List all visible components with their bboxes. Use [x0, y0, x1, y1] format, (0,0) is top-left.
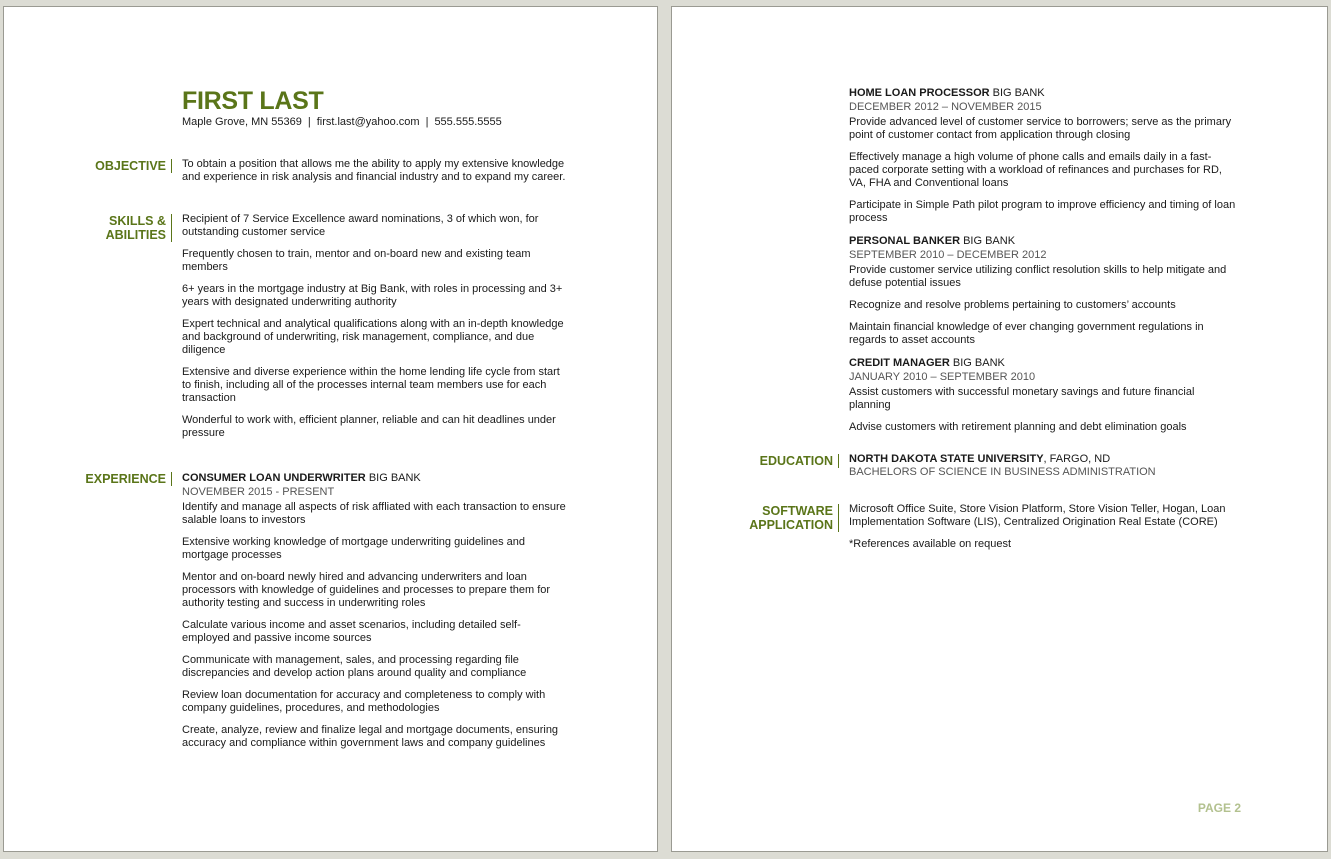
job-header [849, 86, 1239, 100]
skill-item: Wonderful to work with, efficient planner, reliable and can hit deadlines under pressure [182, 414, 556, 439]
job-dates: JANUARY 2010 – SEPTEMBER 2010 [849, 371, 1036, 383]
job-entry [849, 356, 1239, 434]
job-bullet: Provide customer service utilizing conflict resolution skills to help mitigate and defuse potential issues [849, 264, 1227, 289]
job-dates: DECEMBER 2012 – NOVEMBER 2015 [849, 101, 1042, 113]
skills-heading-line1: SKILLS & [109, 214, 166, 228]
software-heading-line2: APPLICATION [749, 518, 833, 532]
page-number: PAGE 2 [1197, 801, 1241, 815]
software-text: Microsoft Office Suite, Store Vision Platform, Store Vision Teller, Hogan, Loan Implementation Software (LIS), Centralized Origination Real Estate (CORE) [849, 503, 1226, 528]
skills-heading-line2: ABILITIES [105, 228, 166, 242]
job-header [182, 471, 567, 485]
job-company: BIG BANK [368, 472, 421, 484]
objective-heading [95, 159, 172, 173]
education-heading [760, 454, 839, 468]
job-entry [849, 86, 1239, 225]
objective-section [182, 158, 567, 193]
contact-email: first.last@yahoo.com [316, 116, 420, 128]
job-bullet: Create, analyze, review and finalize legal and mortgage documents, ensuring accuracy and compliance within government laws and company guidelines [182, 724, 559, 749]
job-bullet: Provide advanced level of customer service to borrowers; serve as the primary point of customer contact from application through closing [849, 116, 1232, 141]
education-degree: BACHELORS OF SCIENCE IN BUSINESS ADMINISTRATION [849, 466, 1156, 478]
education-school-line [849, 453, 1239, 466]
contact-separator: | [307, 116, 311, 128]
skill-item: Extensive and diverse experience within the home lending life cycle from start to finish, including all of the processes internal team members use for each transaction [182, 366, 560, 404]
references-note: *References available on request [849, 538, 1012, 550]
job-bullet: Maintain financial knowledge of ever changing government regulations in regards to asset accounts [849, 321, 1204, 346]
job-title: CREDIT MANAGER [849, 357, 950, 369]
job-bullet: Review loan documentation for accuracy and completeness to comply with company guidelines, procedures, and methodologies [182, 689, 546, 714]
education-heading-text: EDUCATION [759, 454, 833, 468]
applicant-name: FIRST LAST [182, 87, 324, 115]
contact-phone: 555.555.5555 [434, 116, 502, 128]
job-bullet: Mentor and on-board newly hired and advancing underwriters and loan processors with knowledge of guidelines and processes to prepare them for authority testing and success in underwriting roles [182, 571, 551, 609]
job-header [849, 234, 1239, 248]
job-dates: NOVEMBER 2015 - PRESENT [182, 486, 335, 498]
experience-heading-text: EXPERIENCE [85, 472, 166, 486]
education-location: , FARGO, ND [1043, 453, 1111, 465]
job-bullet: Recognize and resolve problems pertaining to customers’ accounts [849, 299, 1176, 311]
job-dates: SEPTEMBER 2010 – DECEMBER 2012 [849, 249, 1047, 261]
job-company: BIG BANK [952, 357, 1005, 369]
job-bullet: Assist customers with successful monetary savings and future financial planning [849, 386, 1195, 411]
contact-line [182, 116, 502, 128]
job-bullet: Communicate with management, sales, and processing regarding file discrepancies and develop action plans around quality and compliance [182, 654, 527, 679]
skills-heading [106, 214, 172, 242]
objective-text: To obtain a position that allows me the ability to apply my extensive knowledge and experience in risk analysis and financial industry and to expand my career. [182, 158, 566, 183]
resume-page-2 [671, 6, 1328, 852]
job-bullet: Participate in Simple Path pilot program to improve efficiency and timing of loan process [849, 199, 1236, 224]
experience-section-part2 [849, 86, 1239, 443]
resume-page-1 [3, 6, 658, 852]
contact-separator: | [425, 116, 429, 128]
job-bullet: Extensive working knowledge of mortgage underwriting guidelines and mortgage processes [182, 536, 526, 561]
job-entry [182, 471, 567, 750]
software-heading-line1: SOFTWARE [762, 504, 833, 518]
job-entry [849, 234, 1239, 347]
job-bullet: Calculate various income and asset scenarios, including detailed self-employed and passive income sources [182, 619, 521, 644]
job-bullet: Identify and manage all aspects of risk affliated with each transaction to ensure salable loans to investors [182, 501, 566, 526]
skill-item: Recipient of 7 Service Excellence award nominations, 3 of which won, for outstanding customer service [182, 213, 539, 238]
skill-item: Frequently chosen to train, mentor and on-board new and existing team members [182, 248, 531, 273]
job-title: CONSUMER LOAN UNDERWRITER [182, 472, 366, 484]
software-section [849, 503, 1239, 560]
software-heading [749, 504, 839, 532]
skills-section [182, 213, 567, 449]
skill-item: Expert technical and analytical qualifications along with an in-depth knowledge and background of underwriting, risk management, compliance, and due diligence [182, 318, 564, 356]
objective-heading-text: OBJECTIVE [95, 159, 166, 173]
job-title: PERSONAL BANKER [849, 235, 961, 247]
education-section [849, 453, 1239, 479]
job-header [849, 356, 1239, 370]
skill-item: 6+ years in the mortgage industry at Big Bank, with roles in processing and 3+ years with designated underwriting authority [182, 283, 563, 308]
experience-section-part1 [182, 471, 567, 759]
contact-location: Maple Grove, MN 55369 [182, 116, 302, 128]
job-company: BIG BANK [963, 235, 1016, 247]
experience-heading [85, 472, 172, 486]
job-bullet: Advise customers with retirement planning and debt elimination goals [849, 421, 1187, 433]
job-company: BIG BANK [992, 87, 1045, 99]
education-school: NORTH DAKOTA STATE UNIVERSITY [849, 453, 1044, 465]
job-bullet: Effectively manage a high volume of phone calls and emails daily in a fast-paced corporate setting with a workload of refinances and purchases for RD, VA, FHA and Conventional loans [849, 151, 1222, 189]
job-title: HOME LOAN PROCESSOR [849, 87, 990, 99]
